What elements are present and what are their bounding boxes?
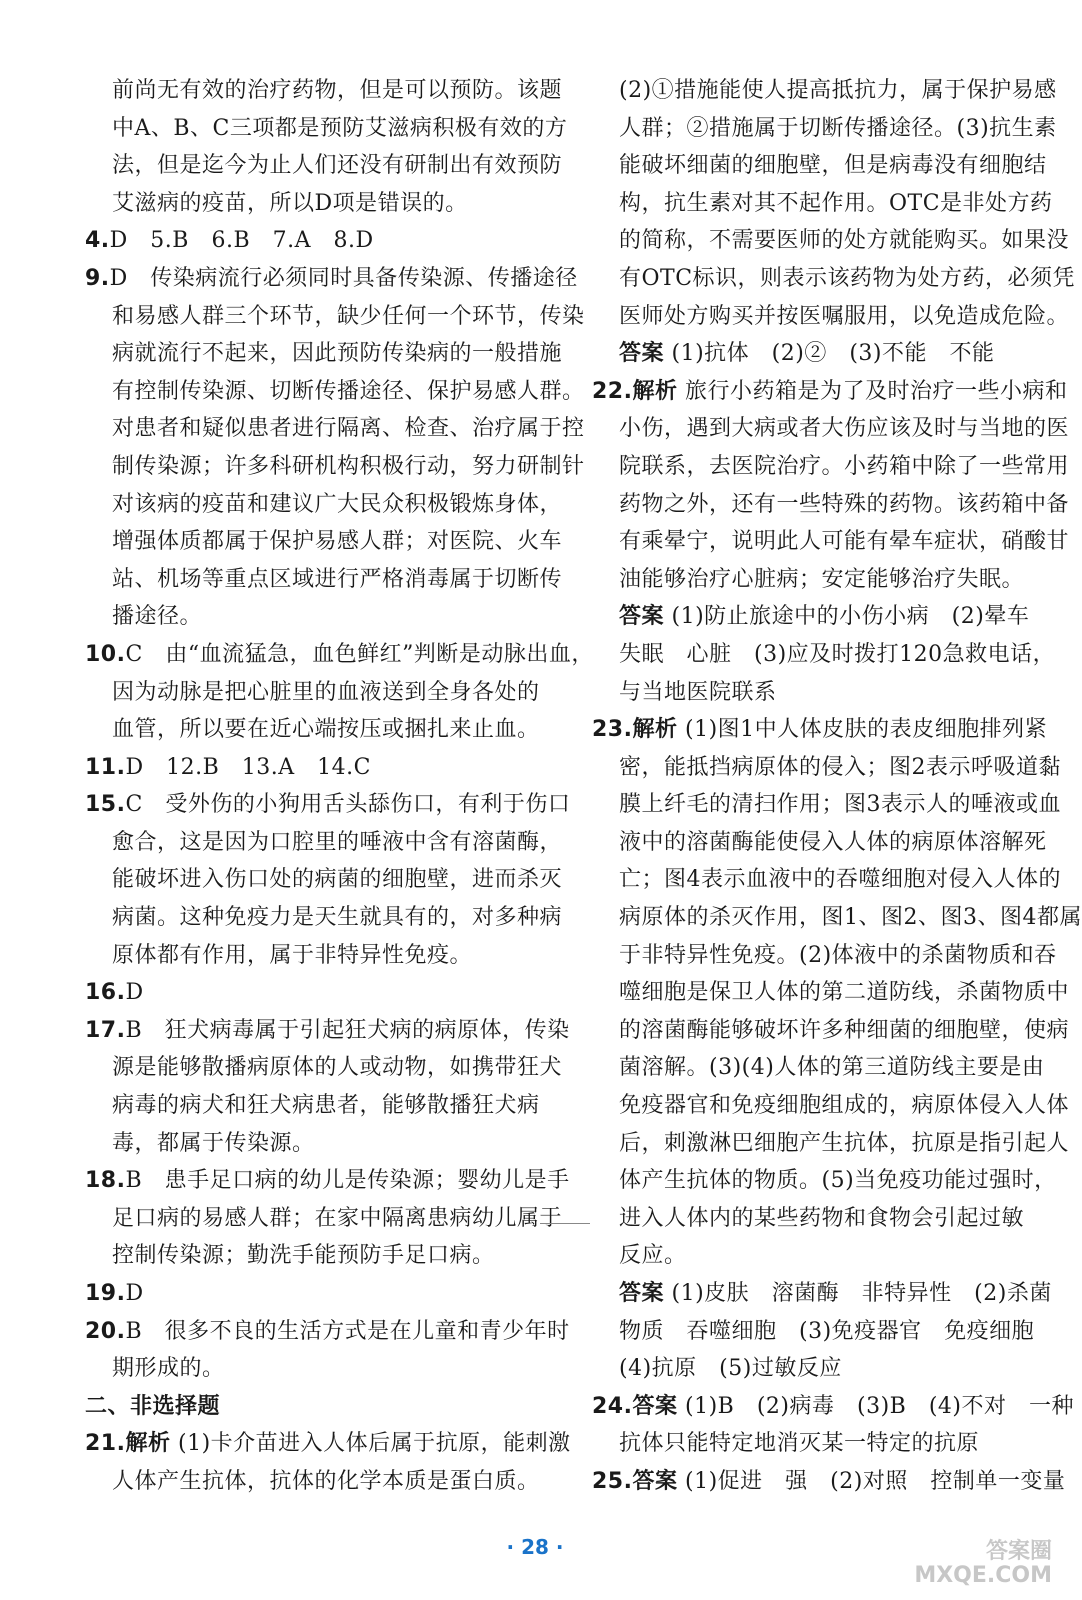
line-text: 源是能够散播病原体的人或动物，如携带狂犬 <box>112 1055 563 1081</box>
line-text: 能破坏细菌的细胞壁，但是病毒没有细胞结 <box>619 153 1047 179</box>
line-text: 法，但是迄今为止人们还没有研制出有效预防 <box>112 153 563 179</box>
text-line <box>85 373 585 411</box>
text-line <box>592 448 1070 486</box>
question-number: 23. <box>592 717 633 743</box>
line-text: 和易感人群三个环节，缺少任何一个环节，传染 <box>112 303 585 329</box>
line-text: 有控制传染源、切断传播途径、保护易感人群。 <box>112 378 585 404</box>
line-text: 药物之外，还有一些特殊的药物。该药箱中备 <box>619 491 1070 517</box>
line-text: 病菌。这种免疫力是天生就具有的，对多种病 <box>112 905 563 931</box>
question-number: 10. <box>85 641 126 667</box>
right-column <box>592 72 1082 1501</box>
text-line <box>592 561 1032 599</box>
text-line <box>85 486 563 524</box>
text-line <box>592 749 1061 787</box>
answer-label: 解析 <box>632 717 678 743</box>
line-text: 病就流行不起来，因此预防传染病的一般措施 <box>112 341 563 367</box>
question-number: 25. <box>592 1468 633 1494</box>
line-text: 的溶菌酶能够破坏许多种细菌的细胞壁，使病 <box>619 1017 1070 1043</box>
line-text: 站、机场等重点区域进行严格消毒属于切断传 <box>112 566 563 592</box>
section-heading: 二、非选择题 <box>85 1393 221 1419</box>
text-line <box>592 410 1070 448</box>
text-line <box>592 1125 1070 1163</box>
text-line <box>592 711 1048 749</box>
line-text: 原体都有作用，属于非特异性免疫。 <box>112 942 473 968</box>
line-text: 于非特异性免疫。(2)体液中的杀菌物质和吞 <box>619 942 1057 968</box>
question-number: 11. <box>85 754 126 780</box>
line-text: B 很多不良的生活方式是在儿童和青少年时 <box>125 1318 570 1344</box>
left-column <box>85 72 594 1501</box>
question-number: 15. <box>85 792 126 818</box>
question-number: 9. <box>85 265 110 291</box>
question-number: 21. <box>85 1431 126 1457</box>
text-line <box>592 72 1057 110</box>
question-number: 19. <box>85 1281 126 1306</box>
text-line <box>85 786 571 824</box>
text-line <box>85 974 525 1012</box>
text-line <box>592 298 1070 336</box>
text-line <box>85 1425 571 1463</box>
text-line <box>592 1275 1052 1313</box>
line-text: 体产生抗体的物质。(5)当免疫功能过强时， <box>619 1168 1057 1194</box>
text-line <box>85 1049 563 1087</box>
line-text: D <box>125 980 144 1006</box>
text-line <box>85 298 585 336</box>
text-line <box>592 373 1068 411</box>
text-line <box>592 861 1061 899</box>
text-line <box>85 636 594 674</box>
line-text: 旅行小药箱是为了及时治疗一些小病和 <box>685 378 1068 404</box>
text-line <box>85 711 540 749</box>
line-text: 前尚无有效的治疗药物，但是可以预防。该题 <box>112 78 563 103</box>
text-line <box>85 824 563 862</box>
question-number: 24. <box>592 1393 633 1419</box>
text-line <box>85 598 525 636</box>
line-text: 愈合，这是因为口腔里的唾液中含有溶菌酶， <box>112 829 563 855</box>
question-number: 17. <box>85 1017 126 1043</box>
line-text: 中A、B、C三项都是预防艾滋病积极有效的方 <box>112 115 568 141</box>
answer-label: 解析 <box>632 378 678 404</box>
answer-label: 答案 <box>619 341 665 367</box>
line-text: (4)抗原 (5)过敏反应 <box>619 1356 842 1382</box>
text-line <box>85 1012 570 1050</box>
line-text: D 传染病流行必须同时具备传染源、传播途径 <box>109 265 578 291</box>
text-line <box>592 1087 1070 1125</box>
line-text: 因为动脉是把心脏里的血液送到全身各处的 <box>112 679 540 705</box>
line-text: 艾滋病的疫苗，所以D项是错误的。 <box>112 190 468 216</box>
line-text: 毒，都属于传染源。 <box>112 1130 315 1156</box>
text-line <box>592 1425 1032 1463</box>
line-text: 物质 吞噬细胞 (3)免疫器官 免疫细胞 <box>619 1318 1035 1344</box>
text-line <box>592 110 1057 148</box>
text-line <box>592 1012 1070 1050</box>
text-line <box>85 937 525 975</box>
text-line <box>85 674 540 712</box>
line-text: 病毒的病犬和狂犬病患者，能够散播狂犬病 <box>112 1093 540 1119</box>
text-line <box>592 523 1070 561</box>
line-text: 足口病的易感人群；在家中隔离患病幼儿属于 <box>112 1205 563 1231</box>
text-line <box>85 1125 525 1163</box>
line-text: 噬细胞是保卫人体的第二道防线，杀菌物质中 <box>619 980 1070 1006</box>
text-line <box>85 1388 525 1426</box>
line-text: 抗体只能特定地消灭某一特定的抗原 <box>619 1431 980 1457</box>
line-text: 菌溶解。(3)(4)人体的第三道防线主要是由 <box>619 1055 1045 1081</box>
text-line <box>592 222 1070 260</box>
line-text: 播途径。 <box>112 604 203 630</box>
text-line <box>85 1313 570 1351</box>
text-line <box>85 147 563 185</box>
text-line <box>85 899 563 937</box>
line-text: 的简称，不需要医师的处方就能购买。如果没 <box>619 228 1070 254</box>
text-line <box>85 861 563 899</box>
text-line <box>85 1275 525 1313</box>
text-line <box>592 674 1032 712</box>
text-line <box>592 1350 1032 1388</box>
line-text: 制传染源；许多科研机构积极行动，努力研制针 <box>112 453 585 479</box>
text-line <box>85 335 563 373</box>
line-text: (1)图1中人体皮肤的表皮细胞排列紧 <box>685 717 1048 743</box>
line-text: 密，能抵挡病原体的侵入；图2表示呼吸道黏 <box>619 754 1061 780</box>
text-line <box>85 410 585 448</box>
text-line <box>85 222 525 260</box>
line-text: (1)抗体 (2)② (3)不能 不能 <box>671 341 995 367</box>
line-text: 对患者和疑似患者进行隔离、检查、治疗属于控 <box>112 416 585 442</box>
text-line <box>592 1049 1045 1087</box>
text-line <box>85 110 568 148</box>
line-text: 与当地医院联系 <box>619 679 777 705</box>
text-line <box>592 1162 1057 1200</box>
page-number: · 28 · <box>506 1535 564 1559</box>
line-text: 能破坏进入伤口处的病菌的细胞壁，进而杀灭 <box>112 867 563 893</box>
text-line <box>85 749 525 787</box>
divider-line <box>540 1223 590 1224</box>
text-line <box>592 786 1061 824</box>
line-text: 膜上纤毛的清扫作用；图3表示人的唾液或血 <box>619 792 1061 818</box>
text-line <box>85 1237 525 1275</box>
line-text: 免疫器官和免疫细胞组成的，病原体侵入人体 <box>619 1093 1070 1119</box>
question-number: 4. <box>85 228 110 254</box>
question-number: 22. <box>592 378 633 404</box>
question-number: 18. <box>85 1168 126 1194</box>
text-line <box>592 335 1032 373</box>
question-number: 16. <box>85 980 126 1006</box>
line-text: 院联系，去医院治疗。小药箱中除了一些常用 <box>619 453 1070 479</box>
line-text: 构，抗生素对其不起作用。OTC是非处方药 <box>619 190 1053 216</box>
line-text: 亡；图4表示血液中的吞噬细胞对侵入人体的 <box>619 867 1061 893</box>
text-line <box>85 1087 540 1125</box>
line-text: 人群；②措施属于切断传播途径。(3)抗生素 <box>619 115 1057 141</box>
text-line <box>85 1350 525 1388</box>
text-line <box>592 486 1070 524</box>
text-line <box>592 1388 1074 1426</box>
text-line <box>592 1237 1032 1275</box>
line-text: 人体产生抗体，抗体的化学本质是蛋白质。 <box>112 1468 540 1494</box>
text-line <box>85 1463 540 1501</box>
answer-label: 答案 <box>632 1393 678 1419</box>
line-text: (1)卡介苗进入人体后属于抗原，能刺激 <box>178 1431 571 1457</box>
text-line <box>592 147 1047 185</box>
line-text: (1)促进 强 (2)对照 控制单一变量 <box>685 1468 1066 1494</box>
text-line <box>592 598 1032 636</box>
text-line <box>85 185 525 223</box>
text-line <box>592 974 1070 1012</box>
line-text: 对该病的疫苗和建议广大民众积极锻炼身体， <box>112 491 563 517</box>
line-text: C 受外伤的小狗用舌头舔伤口，有利于伤口 <box>125 792 571 818</box>
text-line <box>592 185 1053 223</box>
line-text: 失眠 心脏 (3)应及时拨打120急救电话， <box>619 641 1056 667</box>
line-text: 控制传染源；勤洗手能预防手足口病。 <box>112 1243 495 1269</box>
line-text: D 12.B 13.A 14.C <box>125 754 371 780</box>
text-line <box>592 260 1076 298</box>
line-text: 血管，所以要在近心端按压或捆扎来止血。 <box>112 717 540 743</box>
line-text: 增强体质都属于保护易感人群；对医院、火车 <box>112 529 563 555</box>
answer-label: 答案 <box>619 1281 665 1306</box>
line-text: 油能够治疗心脏病；安定能够治疗失眠。 <box>619 566 1025 592</box>
answer-label: 答案 <box>632 1468 678 1494</box>
line-text: 反应。 <box>619 1243 687 1269</box>
line-text: D 5.B 6.B 7.A 8.D <box>109 228 374 254</box>
line-text: 液中的溶菌酶能使侵入人体的病原体溶解死 <box>619 829 1047 855</box>
line-text: B 患手足口病的幼儿是传染源；婴幼儿是手 <box>125 1168 570 1194</box>
question-number: 20. <box>85 1318 126 1344</box>
answer-label: 答案 <box>619 604 665 630</box>
line-text: 有乘晕宁，说明此人可能有晕车症状，硝酸甘 <box>619 529 1070 555</box>
line-text: (1)B (2)病毒 (3)B (4)不对 一种 <box>685 1393 1074 1419</box>
text-line <box>592 636 1056 674</box>
line-text: (1)皮肤 溶菌酶 非特异性 (2)杀菌 <box>671 1281 1052 1306</box>
text-line <box>592 899 1082 937</box>
line-text: (2)①措施能使人提高抵抗力，属于保护易感 <box>619 78 1057 103</box>
line-text: 小伤，遇到大病或者大伤应该及时与当地的医 <box>619 416 1070 442</box>
text-line <box>85 448 585 486</box>
line-text: B 狂犬病毒属于引起狂犬病的病原体，传染 <box>125 1017 570 1043</box>
text-line <box>85 523 563 561</box>
line-text: 有OTC标识，则表示该药物为处方药，必须凭 <box>619 265 1076 291</box>
line-text: 后，刺激淋巴细胞产生抗体，抗原是指引起人 <box>619 1130 1070 1156</box>
line-text: D <box>125 1281 144 1306</box>
answer-label: 解析 <box>125 1431 171 1457</box>
text-line <box>592 1463 1066 1501</box>
text-line <box>85 561 563 599</box>
line-text: C 由“血流猛急，血色鲜红”判断是动脉出血， <box>125 641 594 667</box>
text-line <box>592 824 1047 862</box>
line-text: 医师处方购买并按医嘱服用，以免造成危险。 <box>619 303 1070 329</box>
line-text: 病原体的杀灭作用，图1、图2、图3、图4都属 <box>619 905 1082 931</box>
text-line <box>85 1200 563 1238</box>
watermark-logo: 答案圈 MXQE.COM <box>914 1539 1052 1588</box>
text-line <box>85 1162 570 1200</box>
text-line <box>85 72 563 110</box>
text-line <box>592 1313 1035 1351</box>
line-text: 期形成的。 <box>112 1356 225 1382</box>
text-line <box>592 1200 1032 1238</box>
line-text: 进入人体内的某些药物和食物会引起过敏 <box>619 1205 1025 1231</box>
line-text: (1)防止旅途中的小伤小病 (2)晕车 <box>671 604 1030 630</box>
text-line <box>85 260 578 298</box>
text-line <box>592 937 1057 975</box>
